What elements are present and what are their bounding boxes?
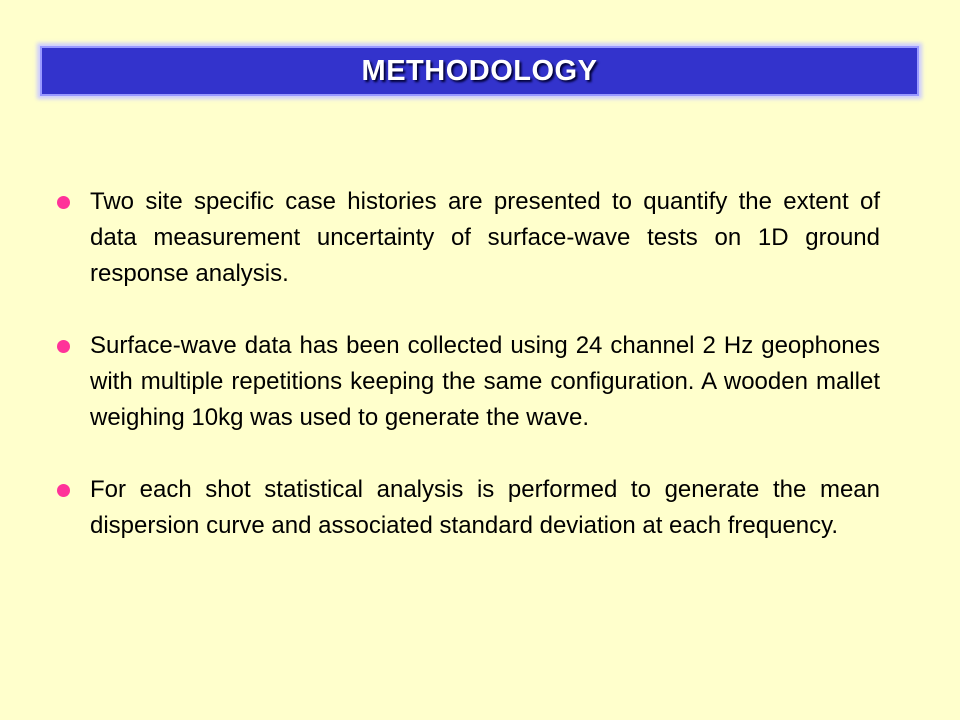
bullet-text: Surface-wave data has been collected using 24 channel 2 Hz geophones with multiple repetitions keeping the same configuration. A wooden mallet weighing 10kg was used to generate the wave. [90, 332, 880, 431]
bullet-list [55, 184, 880, 580]
title-bar [40, 46, 919, 96]
bullet-dot-icon [57, 196, 70, 209]
bullet-dot-icon [57, 340, 70, 353]
slide-title: METHODOLOGY [361, 54, 598, 87]
bullet-dot-icon [57, 484, 70, 497]
bullet-item-case-histories [55, 184, 880, 292]
bullet-text: Two site specific case histories are presented to quantify the extent of data measurement uncertainty of surface-wave tests on 1D ground response analysis. [90, 188, 880, 287]
bullet-item-statistical-analysis [55, 472, 880, 544]
bullet-text: For each shot statistical analysis is performed to generate the mean dispersion curve and associated standard deviation at each frequency. [90, 476, 880, 539]
bullet-item-data-collection [55, 328, 880, 436]
